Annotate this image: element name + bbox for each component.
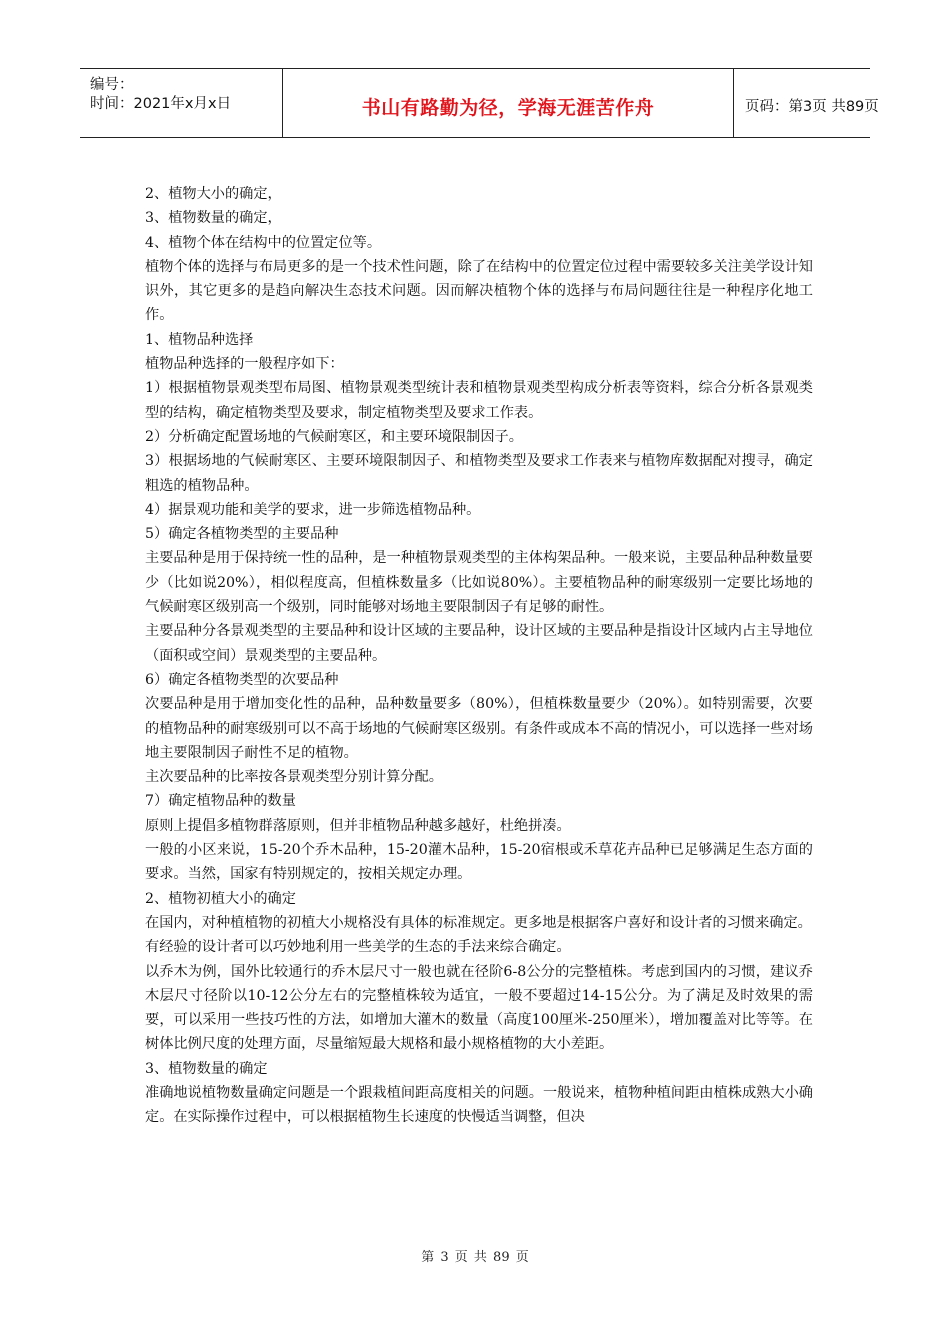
paragraph: 主要品种分各景观类型的主要品种和设计区域的主要品种，设计区域的主要品种是指设计区域内占主导地位（面积或空间）景观类型的主要品种。 [145,623,813,664]
paragraph: 3）根据场地的气候耐寒区、主要环境限制因子、和植物类型及要求工作表来与植物库数据配对搜寻，确定粗选的植物品种。 [145,453,813,494]
paragraph: 4）据景观功能和美学的要求，进一步筛选植物品种。 [145,501,481,518]
paragraph: 6）确定各植物类型的次要品种 [145,671,339,688]
header-motto: 书山有路勤为径，学海无涯苦作舟 [361,97,655,119]
paragraph: 2、植物大小的确定， [145,186,282,202]
header-motto-cell [282,69,734,137]
section-heading: 2、植物初植大小的确定 [145,890,296,907]
paragraph: 4、植物个体在结构中的位置定位等。 [145,234,382,251]
paragraph: 主要品种是用于保持统一性的品种，是一种植物景观类型的主体构架品种。一般来说，主要品种品种数量要少（比如说20%），相似程度高，但植株数量多（比如说80%）。主要植物品种的耐寒级别一定要比场地的气候耐寒区级别高一个级别，同时能够对场地主要限制因子有足够的耐性。 [145,550,813,616]
paragraph: 准确地说植物数量确定问题是一个跟栽植间距高度相关的问题。一般说来，植物种植间距由植株成熟大小确定。在实际操作过程中，可以根据植物生长速度的快慢适当调整，但决 [145,1084,813,1126]
header-page-info: 页码：第3页 共89页 [745,99,879,115]
paragraph: 5）确定各植物类型的主要品种 [145,526,339,543]
document-number-label: 编号： [90,77,134,93]
paragraph: 以乔木为例，国外比较通行的乔木层尺寸一般也就在径阶6-8公分的完整植株。考虑到国内的习惯，建议乔木层尺寸径阶以10-12公分左右的完整植株较为适宜，一般不要超过14-15公分。为了满足及时效果的需要，可以采用一些技巧性的方法，如增加大灌木的数量（高度100厘米-250厘米），增加覆盖对比等等。在树体比例尺度的处理方面，尽量缩短最大规格和最小规格植物的大小差距。 [145,963,813,1053]
paragraph: 植物个体的选择与布局更多的是一个技术性问题，除了在结构中的位置定位过程中需要较多关注美学设计知识外，其它更多的是趋向解决生态技术问题。因而解决植物个体的选择与布局问题往往是一种程序化地工作。 [145,258,813,324]
document-date-label: 时间：2021年x月x日 [90,96,232,112]
paragraph: 3、植物数量的确定， [145,210,282,227]
header-page-cell [733,69,879,137]
paragraph: 在国内，对种植植物的初植大小规格没有具体的标准规定。更多地是根据客户喜好和设计者的习惯来确定。 [145,914,812,931]
paragraph: 主次要品种的比率按各景观类型分别计算分配。 [145,769,443,786]
page-header [80,68,879,138]
page-footer: 第 3 页 共 89 页 [421,1250,529,1265]
paragraph: 1）根据植物景观类型布局图、植物景观类型统计表和植物景观类型构成分析表等资料，综合分析各景观类型的结构，确定植物类型及要求，制定植物类型及要求工作表。 [145,380,813,421]
paragraph: 7）确定植物品种的数量 [145,793,296,810]
paragraph: 2）分析确定配置场地的气候耐寒区，和主要环境限制因子。 [145,428,523,445]
header-meta-cell [80,69,282,137]
section-heading: 1、植物品种选择 [145,331,254,348]
paragraph: 植物品种选择的一般程序如下： [145,356,344,373]
section-heading: 3、植物数量的确定 [145,1060,268,1077]
paragraph: 原则上提倡多植物群落原则，但并非植物品种越多越好，杜绝拼凑。 [145,817,571,834]
paragraph: 一般的小区来说，15-20个乔木品种，15-20灌木品种，15-20宿根或禾草花卉品种已足够满足生态方面的要求。当然，国家有特别规定的，按相关规定办理。 [145,842,813,883]
paragraph: 有经验的设计者可以巧妙地利用一些美学的生态的手法来综合确定。 [145,939,571,956]
paragraph: 次要品种是用于增加变化性的品种，品种数量要多（80%），但植株数量要少（20%）。如特别需要，次要的植物品种的耐寒级别可以不高于场地的气候耐寒区级别。有条件或成本不高的情况小，可以选择一些对场地主要限制因子耐性不足的植物。 [145,696,813,761]
document-body [145,182,813,1130]
